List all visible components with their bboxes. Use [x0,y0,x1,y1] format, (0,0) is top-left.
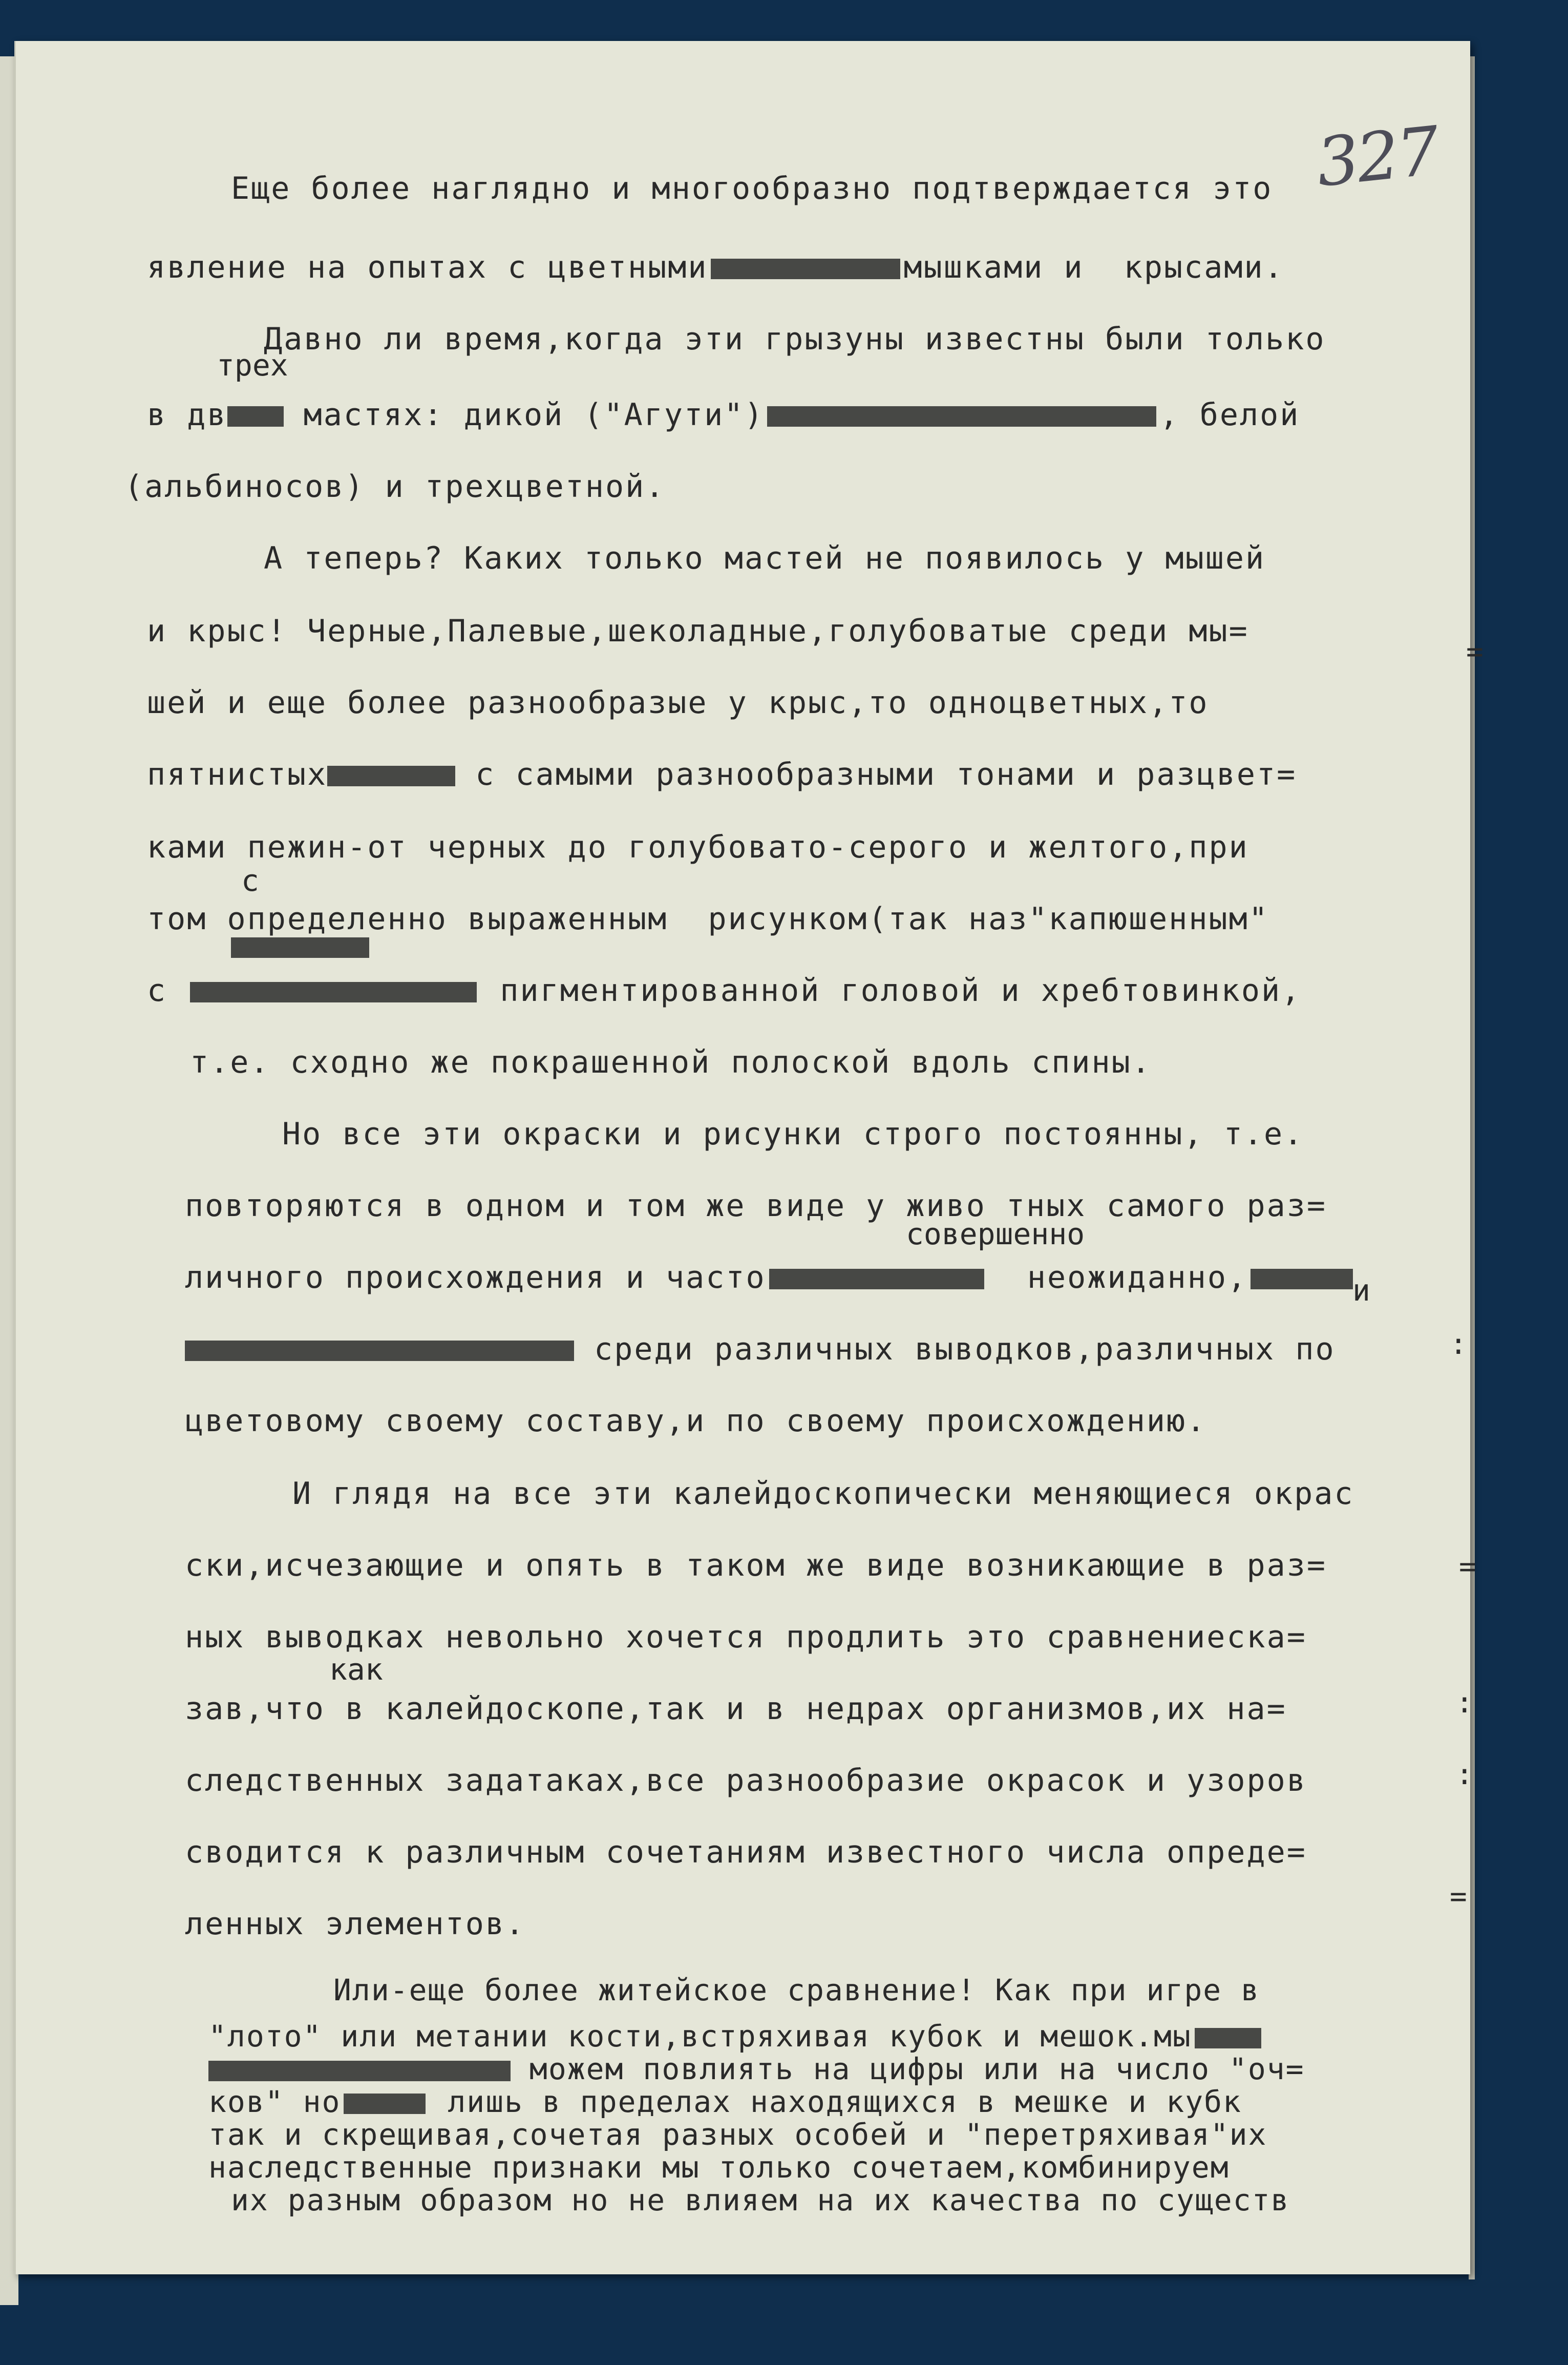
text-line-32: их разным образом но не влияем на их качества по существ [231,2183,1290,2217]
text-line-1: Еще более наглядно и многообразно подтверждается это [231,171,1273,206]
strikeout [344,2094,426,2114]
text-line-26: Или-еще более житейское сравнение! Как при игре в [333,1973,1260,2007]
text-line-5: (альбиносов) и трехцветной. [124,469,666,505]
text-line-9: пятнистых с самыми разнообразными тонами и разцвет= [147,757,1297,792]
strikeout [185,1341,574,1361]
strikeout [711,259,900,279]
text-line-6: А теперь? Каких только мастей не появилось у мышей [264,540,1266,576]
strikeout [1195,2028,1261,2048]
text-line-25: ленных элементов. [185,1906,526,1942]
text-line-2: явление на опытах с цветными мышками и крысами. [147,249,1284,285]
margin-mark: = [1459,1550,1476,1583]
text-line-15: повторяются в одном и том же виде у живо тных самого раз= [185,1188,1327,1224]
text-line-23: следственных задатаках,все разнообразие окрасок и узоров [185,1763,1307,1798]
strikeout [208,2061,511,2081]
typewritten-page [14,41,1484,2274]
text-line-3: Давно ли время,когда эти грызуны известны были только [264,321,1326,357]
margin-mark: = [1466,635,1484,668]
text-line-29: ков" но лишь в пределах находящихся в мешке и кубк [208,2084,1242,2119]
insertion-above-line-16: совершенно [906,1217,1085,1251]
strikeout [190,982,477,1002]
text-line-19: И глядя на все эти калейдоскопически меняющиеся окрас [292,1476,1354,1512]
strikeout-above-line-12 [231,937,369,958]
text-line-13: т.е. сходно же покрашенной полоской вдоль спины. [190,1044,1152,1080]
margin-mark: : [1456,1686,1473,1720]
text-line-4: в дв мастях: дикой ("Агути") , белой [147,397,1300,433]
margin-mark: : [1450,1328,1467,1361]
strikeout [767,406,1156,427]
folio-number: 327 [1312,112,1442,202]
text-line-20: ски,исчезающие и опять в таком же виде возникающие в раз= [185,1547,1327,1583]
text-line-22: зав,что в калейдоскопе,так и в недрах организмов,их на= [185,1691,1287,1727]
text-line-28: можем повлиять на цифры или на число "оч= [208,2054,1305,2084]
text-line-30: так и скрещивая,сочетая разных особей и "перетряхивая"их [208,2117,1267,2152]
strikeout [227,406,284,427]
text-line-27: "лото" или метании кости,встряхивая кубок и мешок.мы [208,2021,1264,2051]
text-line-31: наследственные признаки мы только сочетаем,комбинируем [208,2150,1230,2185]
margin-mark: : [1456,1758,1473,1791]
insertion-above-line-22: как [329,1652,383,1687]
strikeout [1251,1269,1353,1289]
insertion-above-line-4: трех [217,348,288,383]
text-line-24: сводится к различным сочетаниям известного числа опреде= [185,1834,1307,1870]
text-line-17: среди различных выводков,различных по [185,1334,1336,1365]
text-line-12: с пигментированной головой и хребтовинкой, [147,973,1302,1009]
text-line-18: цветовому своему составу,и по своему происхождению. [185,1403,1207,1439]
margin-mark: = [1450,1880,1467,1913]
insertion-above-line-11: с [241,863,259,898]
text-line-10: ками пежин-от черных до голубовато-серого и желтого,при [147,829,1249,865]
text-line-16: личного происхождения и часто неожиданно, [185,1262,1356,1293]
text-line-14: Но все эти окраски и рисунки строго постоянны, т.е. [282,1116,1304,1152]
text-line-8: шей и еще более разнообразые у крыс,то одноцветных,то [147,685,1209,721]
text-line-21: ных выводках невольно хочется продлить это сравнениеска= [185,1619,1307,1655]
text-line-7: и крыс! Черные,Палевые,шеколадные,голубоватые среди мы= [147,613,1249,649]
strikeout [327,766,455,786]
insertion-above-line-17: и [1352,1273,1370,1308]
text-line-11: том определенно выраженным рисунком(так наз"капюшенным" [147,901,1269,937]
strikeout [769,1269,984,1289]
